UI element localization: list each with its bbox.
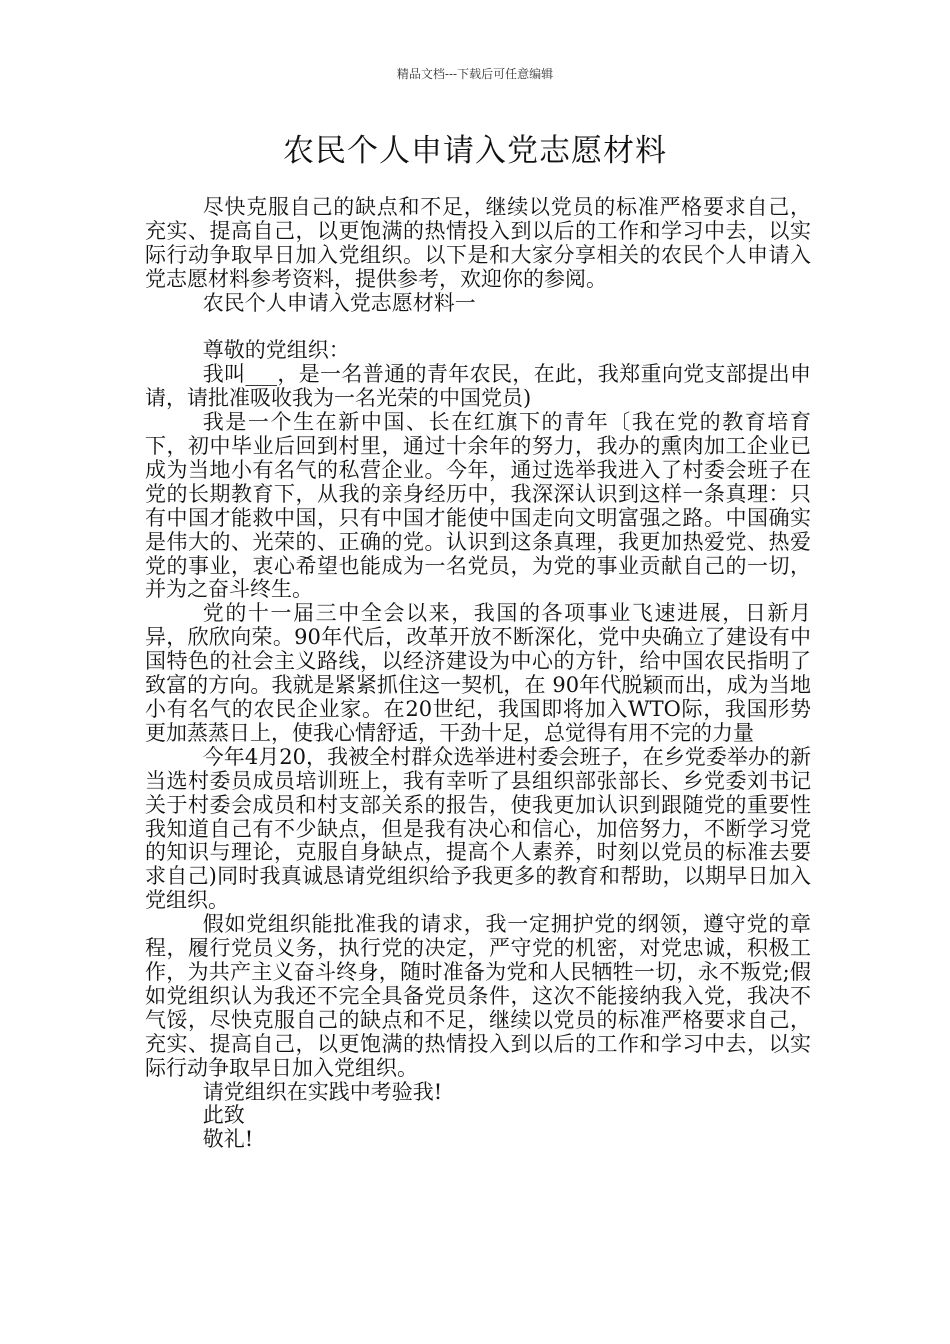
document-body [145,196,811,1152]
section-heading: 农民个人申请入党志愿材料一 [202,290,476,315]
body-paragraph-3: 党的十一届三中全会以来，我国的各项事业飞速进展，日新月异，欣欣向荣。90年代后，改革开放不断深化，党中央确立了建设有中国特色的社会主义路线，以经济建设为中心的方针，给中国农民指明了致富的方向。我就是紧紧抓住这一契机，在 90年代脱颖而出，成为当地小有名气的农民企业家。在20世纪，我国即将加入WTO际，我国形势更加蒸蒸日上，使我心情舒适，干劲十足，总觉得有用不完的力量 [145,601,811,745]
closing-cizhi: 此致 [202,1103,245,1128]
closing-request: 请党组织在实践中考验我! [202,1079,443,1104]
blank-line [145,316,811,340]
body-paragraph-5: 假如党组织能批准我的请求，我一定拥护党的纲领，遵守党的章程，履行党员义务，执行党的决定，严守党的机密，对党忠诚，积极工作，为共产主义奋斗终身，随时准备为党和人民牺牲一切，永不叛党;假如党组织认为我还不完全具备党员条件，这次不能接纳我入党，我决不气馁，尽快克服自己的缺点和不足，继续以党员的标准严格要求自己，充实、提高自己，以更饱满的热情投入到以后的工作和学习中去，以实际行动争取早日加入党组织。 [145,912,811,1080]
closing-jingli: 敬礼! [202,1127,254,1152]
salutation: 尊敬的党组织： [202,338,350,363]
body-paragraph-2: 我是一个生在新中国、长在红旗下的青年〔我在党的教育培育下，初中毕业后回到村里，通过十余年的努力，我办的熏肉加工企业已成为当地小有名气的私营企业。今年，通过选举我进入了村委会班子在党的长期教育下，从我的亲身经历中，我深深认识到这样一条真理：只有中国才能救中国，只有中国才能使中国走向文明富强之路。中国确实是伟大的、光荣的、正确的党。认识到这条真理，我更加热爱党、热爱党的事业，衷心希望也能成为一名党员，为党的事业贡献自己的一切，并为之奋斗终生。 [145,410,811,602]
body-paragraph-4: 今年4月20，我被全村群众选举进村委会班子，在乡党委举办的新当选村委员成员培训班上，我有幸听了县组织部张部长、乡党委刘书记关于村委会成员和村支部关系的报告，使我更加认识到跟随党的重要性我知道自己有不少缺点，但是我有决心和信心，加倍努力，不断学习党的知识与理论，克服自身缺点，提高个人素养，时刻以党员的标准去要求自己)同时我真诚恳请党组织给予我更多的教育和帮助，以期早日加入党组织。 [145,744,811,913]
header-note: 精品文档---下载后可任意编辑 [396,67,554,81]
document-title: 农民个人申请入党志愿材料 [283,133,667,169]
intro-paragraph: 尽快克服自己的缺点和不足，继续以党员的标准严格要求自己，充实、提高自己，以更饱满的热情投入到以后的工作和学习中去，以实际行动争取早日加入党组织。以下是和大家分享相关的农民个人申请入党志愿材料参考资料，提供参考，欢迎你的参阅。 [145,195,811,291]
body-paragraph-1: 我叫___，是一名普通的青年农民，在此，我郑重向党支部提出申请，请批准吸收我为一名光荣的中国党员) [145,362,811,411]
